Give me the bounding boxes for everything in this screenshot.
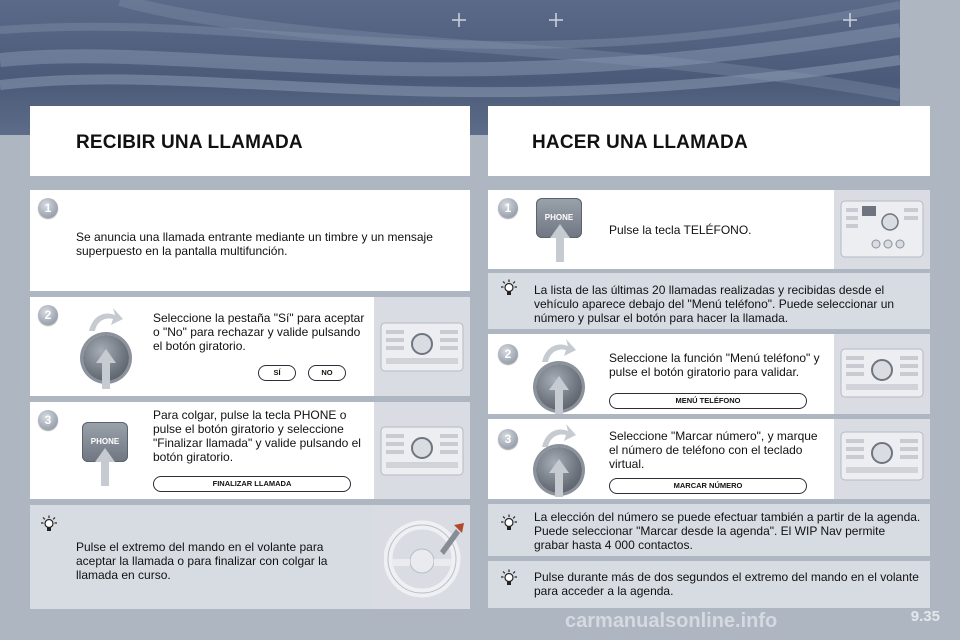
left-step2-panel [30, 297, 470, 396]
rotate-arrow-icon [85, 305, 125, 335]
rotate-arrow-icon [538, 336, 578, 366]
right-header-panel [488, 106, 930, 176]
right-tip3-panel [488, 561, 930, 608]
step-number-badge: 3 [38, 410, 58, 430]
push-arrow-icon [547, 459, 571, 497]
dial-number-option[interactable]: MARCAR NÚMERO [609, 478, 807, 494]
yes-tab[interactable]: SÍ [258, 365, 296, 381]
push-arrow-icon [547, 376, 571, 414]
right-section-title: HACER UNA LLAMADA [532, 132, 748, 153]
right-tip3-text: Pulse durante más de dos segundos el extremo del mando en el volante para acceder a la agenda. [534, 570, 919, 598]
phone-key-icon: PHONE [536, 198, 582, 238]
radio-console-icon [840, 200, 924, 258]
right-step2-text: Seleccione la función "Menú teléfono" y pulse el botón giratorio para validar. [609, 351, 820, 379]
right-tip1-panel [488, 273, 930, 329]
push-arrow-icon [93, 448, 117, 486]
phone-menu-option[interactable]: MENÚ TELÉFONO [609, 393, 807, 409]
left-header-panel [30, 106, 470, 176]
left-tip-text: Pulse el extremo del mando en el volante para aceptar la llamada o para finalizar con colgar la llamada en curso. [76, 540, 328, 582]
right-step1-text: Pulse la tecla TELÉFONO. [609, 223, 752, 237]
watermark: carmanualsonline.info [565, 610, 778, 632]
page-number: 9.35 [910, 608, 940, 625]
left-tip-panel [30, 505, 470, 609]
radio-console-image [834, 190, 930, 269]
radio-console-icon [380, 426, 464, 476]
radio-console-icon [840, 348, 924, 398]
radio-console-icon [840, 431, 924, 481]
left-section-title: RECIBIR UNA LLAMADA [76, 132, 303, 153]
radio-console-image [374, 402, 470, 499]
right-step3-text: Seleccione "Marcar número", y marque el número de teléfono con el teclado virtual. [609, 429, 818, 471]
step-number-badge: 1 [498, 198, 518, 218]
right-step1-panel [488, 190, 930, 269]
radio-console-image [834, 419, 930, 499]
right-tip2-text: La elección del número se puede efectuar también a partir de la agenda. Puede seleccionar "Marcar desde la agenda". El WIP Nav permite grabar hasta 4 000 contactos. [534, 510, 921, 552]
lightbulb-icon [500, 279, 518, 297]
push-arrow-icon [548, 224, 572, 262]
right-step3-panel [488, 419, 930, 499]
end-call-option[interactable]: FINALIZAR LLAMADA [153, 476, 351, 492]
step-number-badge: 2 [498, 344, 518, 364]
right-step2-panel [488, 334, 930, 414]
right-tip1-text: La lista de las últimas 20 llamadas realizadas y recibidas desde el vehículo aparece debajo del "Menú teléfono". Puede seleccionar un número y pulsar el botón para hacer la llamada. [534, 283, 895, 325]
phone-key-icon: PHONE [82, 422, 128, 462]
left-step1-text: Se anuncia una llamada entrante mediante un timbre y un mensaje superpuesto en la pantalla multifunción. [76, 230, 433, 258]
lightbulb-icon [500, 569, 518, 587]
left-step3-text: Para colgar, pulse la tecla PHONE o pulse el botón giratorio y seleccione "Finalizar llamada" y valide pulsando el botón giratorio. [153, 408, 361, 464]
step-number-badge: 3 [498, 429, 518, 449]
lightbulb-icon [500, 514, 518, 532]
lightbulb-icon [40, 515, 58, 533]
right-tip2-panel [488, 504, 930, 556]
no-tab[interactable]: NO [308, 365, 346, 381]
steering-wheel-icon [384, 515, 464, 599]
radio-console-image [834, 334, 930, 414]
steering-wheel-image [374, 505, 470, 609]
push-arrow-icon [94, 349, 118, 389]
radio-console-icon [380, 322, 464, 372]
left-step3-panel [30, 402, 470, 499]
left-step2-text: Seleccione la pestaña "Sí" para aceptar o "No" para rechazar y valide pulsando el botón giratorio. [153, 311, 365, 353]
step-number-badge: 1 [38, 198, 58, 218]
left-step1-panel [30, 190, 470, 291]
step-number-badge: 2 [38, 305, 58, 325]
radio-console-image [374, 297, 470, 396]
